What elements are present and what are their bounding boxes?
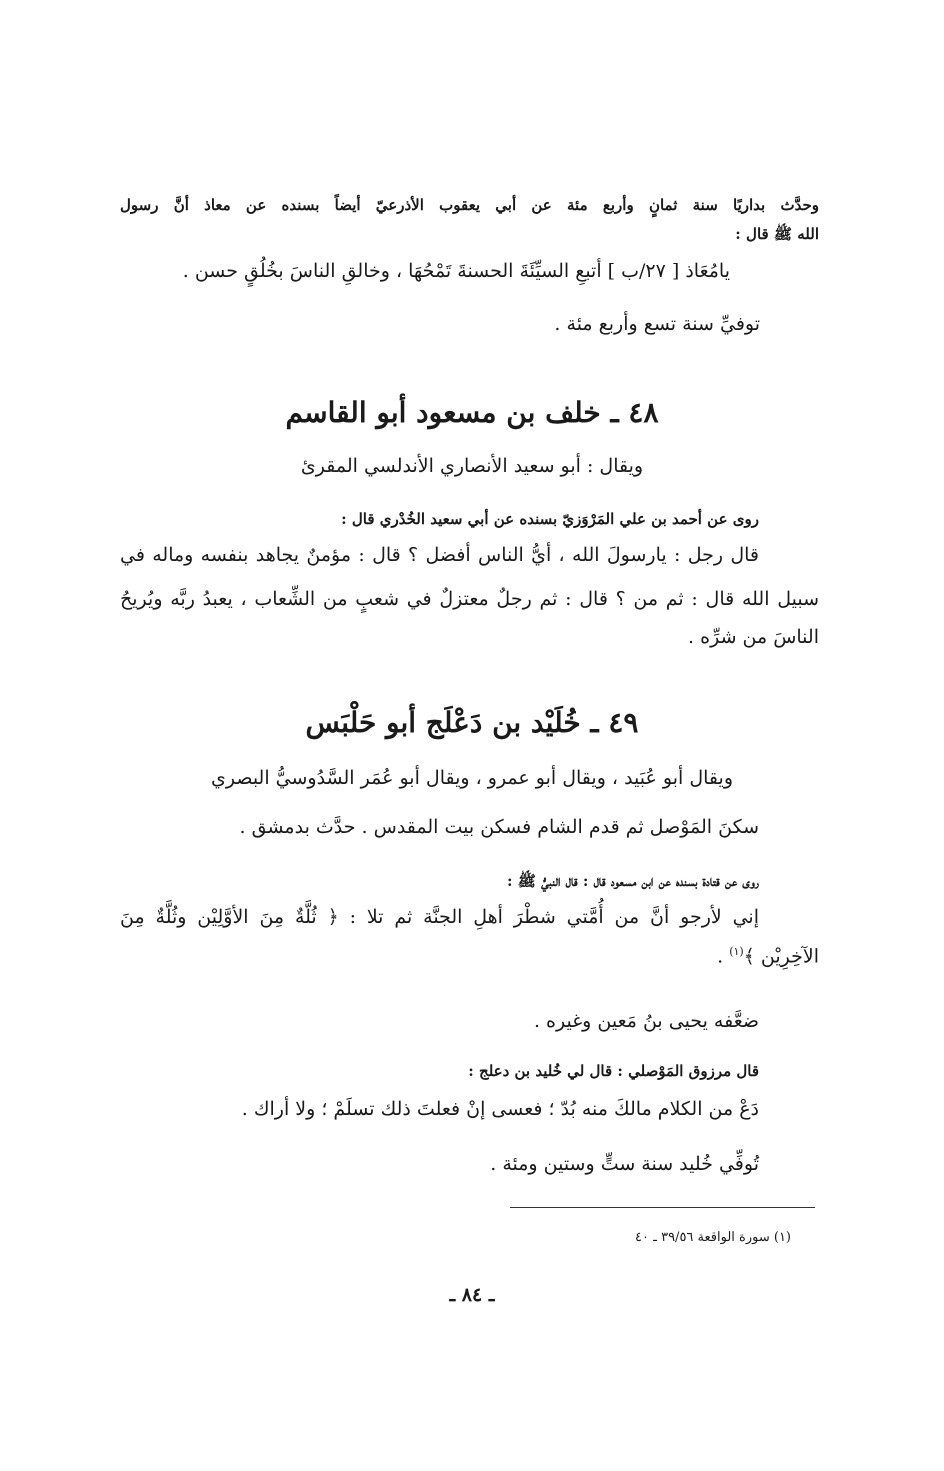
intro-hadith-quote: يامُعَاذ [ ٢٧/ب ] أتبعِ السيِّئَةَ الحسنةَ تَمْحُهَا ، وخالقِ الناسَ بخُلُقٍ حسن . [182, 260, 730, 282]
footnote-separator [510, 1207, 815, 1208]
entry-49-hadith-line-1: إني لأرجو أنَّ من أُمَّتي شطْرَ أهلِ الجنَّة ثم تلا : ﴿ ثُلَّةٌ مِنَ الأوَّلِيْن وثُلَّةٌ مِنَ [120, 906, 759, 928]
footnote-reference[interactable]: (١) [729, 945, 744, 958]
intro-line-2: الله ﷺ قال : [735, 225, 819, 243]
entry-48-alias: ويقال : أبو سعيد الأنصاري الأندلسي المقرئ [300, 455, 644, 477]
entry-49-saying: دَعْ من الكلام مالكَ منه بُدّ ؛ فعسى إنْ فعلتَ ذلك تسلَمْ ؛ ولا أراك . [241, 1098, 759, 1120]
entry-49-weakness-note: ضعَّفه يحيى بنُ مَعين وغيره . [533, 1010, 759, 1032]
entry-49-residence: سكنَ المَوْصل ثم قدم الشام فسكن بيت المقدس . حدَّث بدمشق . [239, 816, 759, 838]
page-number: ـ ٨٤ ـ [449, 1284, 495, 1306]
intro-line-1: وحدَّث بداريًا سنة ثمانٍ وأربع مئة عن أبي يعقوب الأذرعيّ أيضاً بسنده عن معاذ أنَّ رسول [120, 196, 819, 214]
entry-49-hadith-text: الآخِرِيْن ﴾ [743, 945, 819, 968]
entry-49-saying-intro: قال مرزوق المَوْصلي : قال لي خُليد بن دعلج : [468, 1062, 759, 1080]
entry-48-hadith-line-3: الناسَ من شرِّه . [688, 626, 819, 648]
entry-49-heading: ٤٩ ـ خُلَيْد بن دَعْلَج أبو حَلْبَس [305, 706, 639, 739]
footnote: (١) سورة الواقعة ٣٩/٥٦ ـ ٤٠ [635, 1230, 791, 1245]
entry-49-isnad: روى عن قتادة بسنده عن ابن مسعود قال : قال النبيُّ ﷺ : [507, 872, 759, 890]
intro-death-note: توفيِّ سنة تسع وأربع مئة . [554, 313, 760, 335]
entry-48-isnad: روى عن أحمد بن علي المَرْوَزيّ بسنده عن أبي سعيد الخُدْري قال : [341, 510, 759, 528]
entry-49-alias: ويقال أبو عُبَيد ، ويقال أبو عمرو ، ويقال أبو عُمَر السَّدُوسيُّ البصري [210, 767, 733, 789]
entry-48-hadith-line-1: قال رجل : يارسولَ الله ، أيُّ الناس أفضل ؟ قال : مؤمنٌ يجاهد بنفسه وماله في [120, 544, 759, 566]
entry-48-hadith-line-2: سبيل الله قال : ثم من ؟ قال : ثم رجلٌ معتزلٌ في شعبٍ من الشِّعاب ، يعبدُ ربَّه ويُريحُ [120, 588, 819, 610]
entry-49-hadith-line-2 [717, 946, 819, 966]
entry-49-hadith-end: . [717, 945, 730, 968]
entry-49-death-note: تُوفِّي خُليد سنة ستٍّ وستين ومئة . [490, 1153, 759, 1175]
entry-48-heading: ٤٨ ـ خلف بن مسعود أبو القاسم [285, 396, 659, 429]
